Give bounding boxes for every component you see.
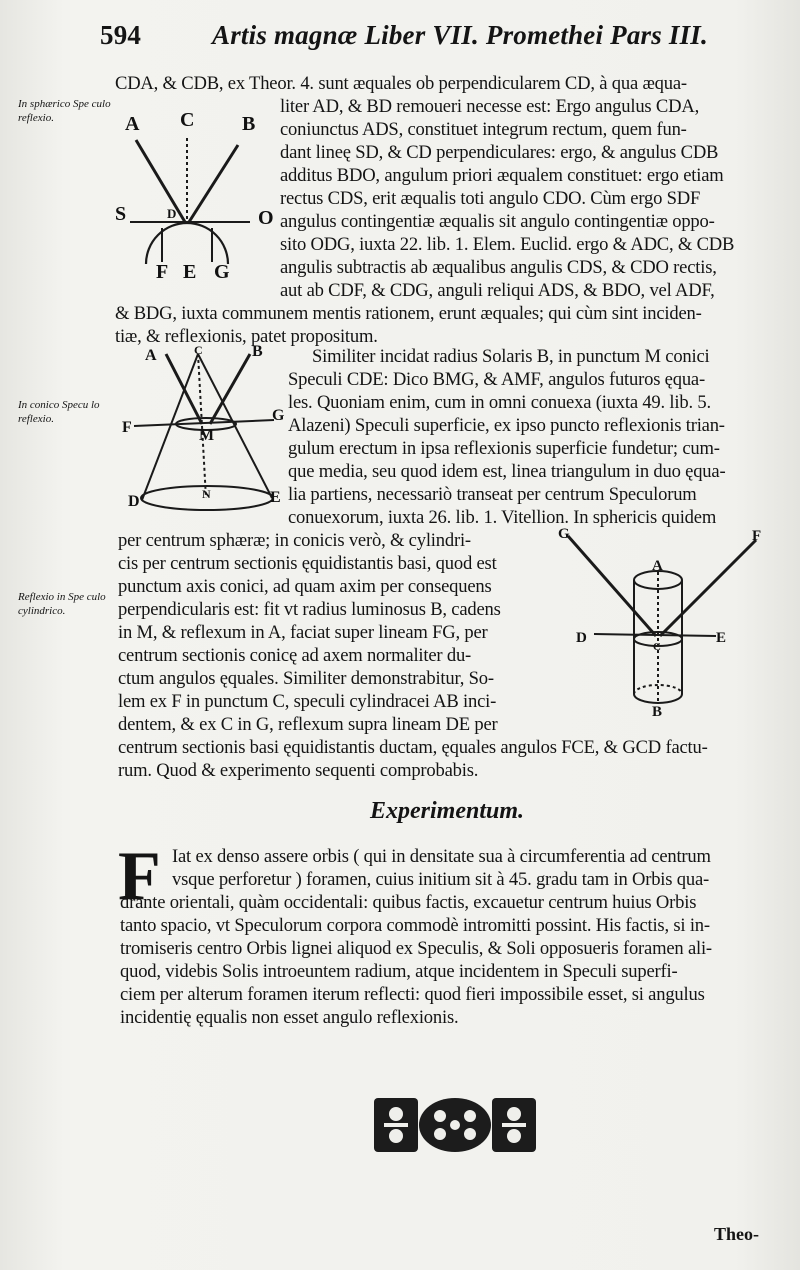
printers-ornament [370,1092,540,1158]
body-line-22: cis per centrum sectionis ęquidistantis basi, quod est [118,553,497,574]
body-line-23: punctum axis conici, ad quam axim per consequens [118,576,492,597]
fig1-label-a: A [125,113,140,135]
body-line-25: in M, & reflexum in A, faciat super lineam FG, per [118,622,488,643]
margin-note-cylindrical: Reflexio in Spe culo cylindrico. [18,591,106,617]
figure-cylindrical-mirror [556,524,776,720]
body-line-21: per centrum sphæræ; in conicis verò, & cylindri- [118,530,471,551]
body-line-28: lem ex F in punctum C, speculi cylindracei AB inci- [118,691,497,712]
experiment-line-7: ciem per alterum foramen iterum reflecti: quod fieri impossibile esset, si angulus [120,984,705,1005]
body-line-11: & BDG, iuxta communem mentis rationem, erunt æquales; qui cùm sint inciden- [115,303,702,324]
fig1-label-g: G [214,261,230,280]
bleed-through-text-lower [130,1165,780,1220]
fig3-label-d: D [576,630,587,646]
fig3-label-a: A [652,558,663,574]
body-line-31: rum. Quod & experimento sequenti comprobabis. [118,760,479,781]
body-line-27: ctum angulos ęquales. Similiter demonstrabitur, So- [118,668,494,689]
fig2-label-n: N [202,487,211,501]
body-line-18: que media, seu quod idem est, linea triangulum in duo ęqua- [288,461,726,482]
margin-note-spherical: In sphærico Spe culo reflexio. [18,98,111,124]
body-line-9: angulis subtractis ab æqualibus angulis CDS, & CDO rectis, [280,257,717,278]
fig3-label-c: C [653,641,661,653]
body-line-1: CDA, & CDB, ex Theor. 4. sunt æquales ob perpendicularem CD, à qua æqua- [115,73,687,94]
body-line-16: Alazeni) Speculi superficie, ex ipso puncto reflexionis trian- [288,415,725,436]
fig1-label-e: E [183,261,197,280]
fig2-label-b: B [252,343,263,360]
fig3-label-g: G [558,526,570,542]
body-line-12: tiæ, & reflexionis, patet propositum. [115,326,378,347]
body-line-2: liter AD, & BD remoueri necesse est: Ergo angulus CDA, [280,96,700,117]
body-line-24: perpendicularis est: fit vt radius luminosus B, cadens [118,599,501,620]
body-line-19: lia partiens, necessariò transeat per centrum Speculorum [288,484,697,505]
fig1-label-b: B [242,113,256,135]
fig1-label-o: O [258,207,274,229]
body-line-4: dant lineę SD, & CD perpendiculares: ergo, & angulus CDB [280,142,719,163]
experiment-line-1: Iat ex denso assere orbis ( qui in densitate sua à circumferentia ad centrum [172,846,711,867]
body-line-30: centrum sectionis basi ęquidistantis ductam, ęquales angulos FCE, & GCD factu- [118,737,708,758]
fig1-label-d: D [167,206,177,221]
fig1-label-c: C [180,109,195,131]
fig2-label-d: D [128,493,140,510]
body-line-14: Speculi CDE: Dico BMG, & AMF, angulos futuros ęqua- [288,369,705,390]
experiment-line-8: incidentię ęqualis non esset angulo reflexionis. [120,1007,459,1028]
fig1-label-f: F [156,261,169,280]
experiment-line-2: vsque perforetur ) foramen, cuius initium sit à 45. gradu tam in Orbis qua- [172,869,709,890]
body-line-6: rectus CDS, erit æqualis toti angulo CDO. Cùm ergo SDF [280,188,701,209]
fig1-label-s: S [115,203,127,225]
body-line-10: aut ab CDF, & CDG, anguli reliqui ADS, & BDO, vel ADF, [280,280,715,301]
figure-spherical-mirror [110,100,280,280]
body-line-5: additus BDO, angulum priori æqualem constituet: ergo etiam [280,165,724,186]
experiment-line-5: tromiseris centro Orbis lignei aliquod ex Speculis, & Soli opposueris foramen ali- [120,938,712,959]
body-line-26: centrum sectionis conicę ad axem normaliter du- [118,645,472,666]
body-line-13: Similiter incidat radius Solaris B, in punctum M conici [312,346,710,367]
drop-cap: F [118,838,161,915]
body-line-7: angulus contingentiæ æqualis sit angulo contingentiæ oppo- [280,211,715,232]
experiment-line-3: drante orientali, quàm occidentali: quibus factis, excauetur centrum huius Orbis [120,892,697,913]
body-line-29: dentem, & ex C in G, reflexum supra lineam DE per [118,714,498,735]
fig2-label-f: F [122,419,132,436]
fig3-label-e: E [716,630,727,646]
catchword: Theo- [714,1224,759,1244]
body-line-8: sito ODG, iuxta 22. lib. 1. Elem. Euclid. ergo & ADC, & CDB [280,234,735,255]
page-header [100,18,708,58]
margin-note-conical: In conico Specu lo reflexio. [18,399,100,425]
fig2-label-m: M [199,427,215,444]
body-line-20: conuexorum, iuxta 26. lib. 1. Vitellion. In sphericis quidem [288,507,717,528]
fig2-label-c: C [194,343,203,357]
body-line-17: gulum erectum in ipsa reflexionis superficie fundetur; cum- [288,438,720,459]
experiment-line-4: tanto spacio, vt Speculorum corpora commodè intromitti possint. His factis, si in- [120,915,710,936]
experiment-title: Experimentum. [370,798,525,824]
bleed-through-text [130,1040,780,1080]
experiment-line-6: quod, videbis Solis introeuntem radium, atque incidentem in Speculi superfi- [120,961,678,982]
fig2-label-e: E [270,489,281,506]
fig3-label-b: B [652,704,663,720]
figure-conical-mirror [118,340,303,515]
fig2-label-g: G [272,407,285,424]
fig2-label-a: A [145,347,157,364]
fig3-label-f: F [752,528,762,544]
body-line-15: les. Quoniam enim, cum in omni conuexa (iuxta 49. lib. 5. [288,392,711,413]
running-title: Artis magnæ Liber VII. Promethei Pars III. [212,20,708,50]
body-line-3: coniunctus ADS, constituet integrum rectum, quem fun- [280,119,687,140]
page-number: 594 [100,20,142,50]
